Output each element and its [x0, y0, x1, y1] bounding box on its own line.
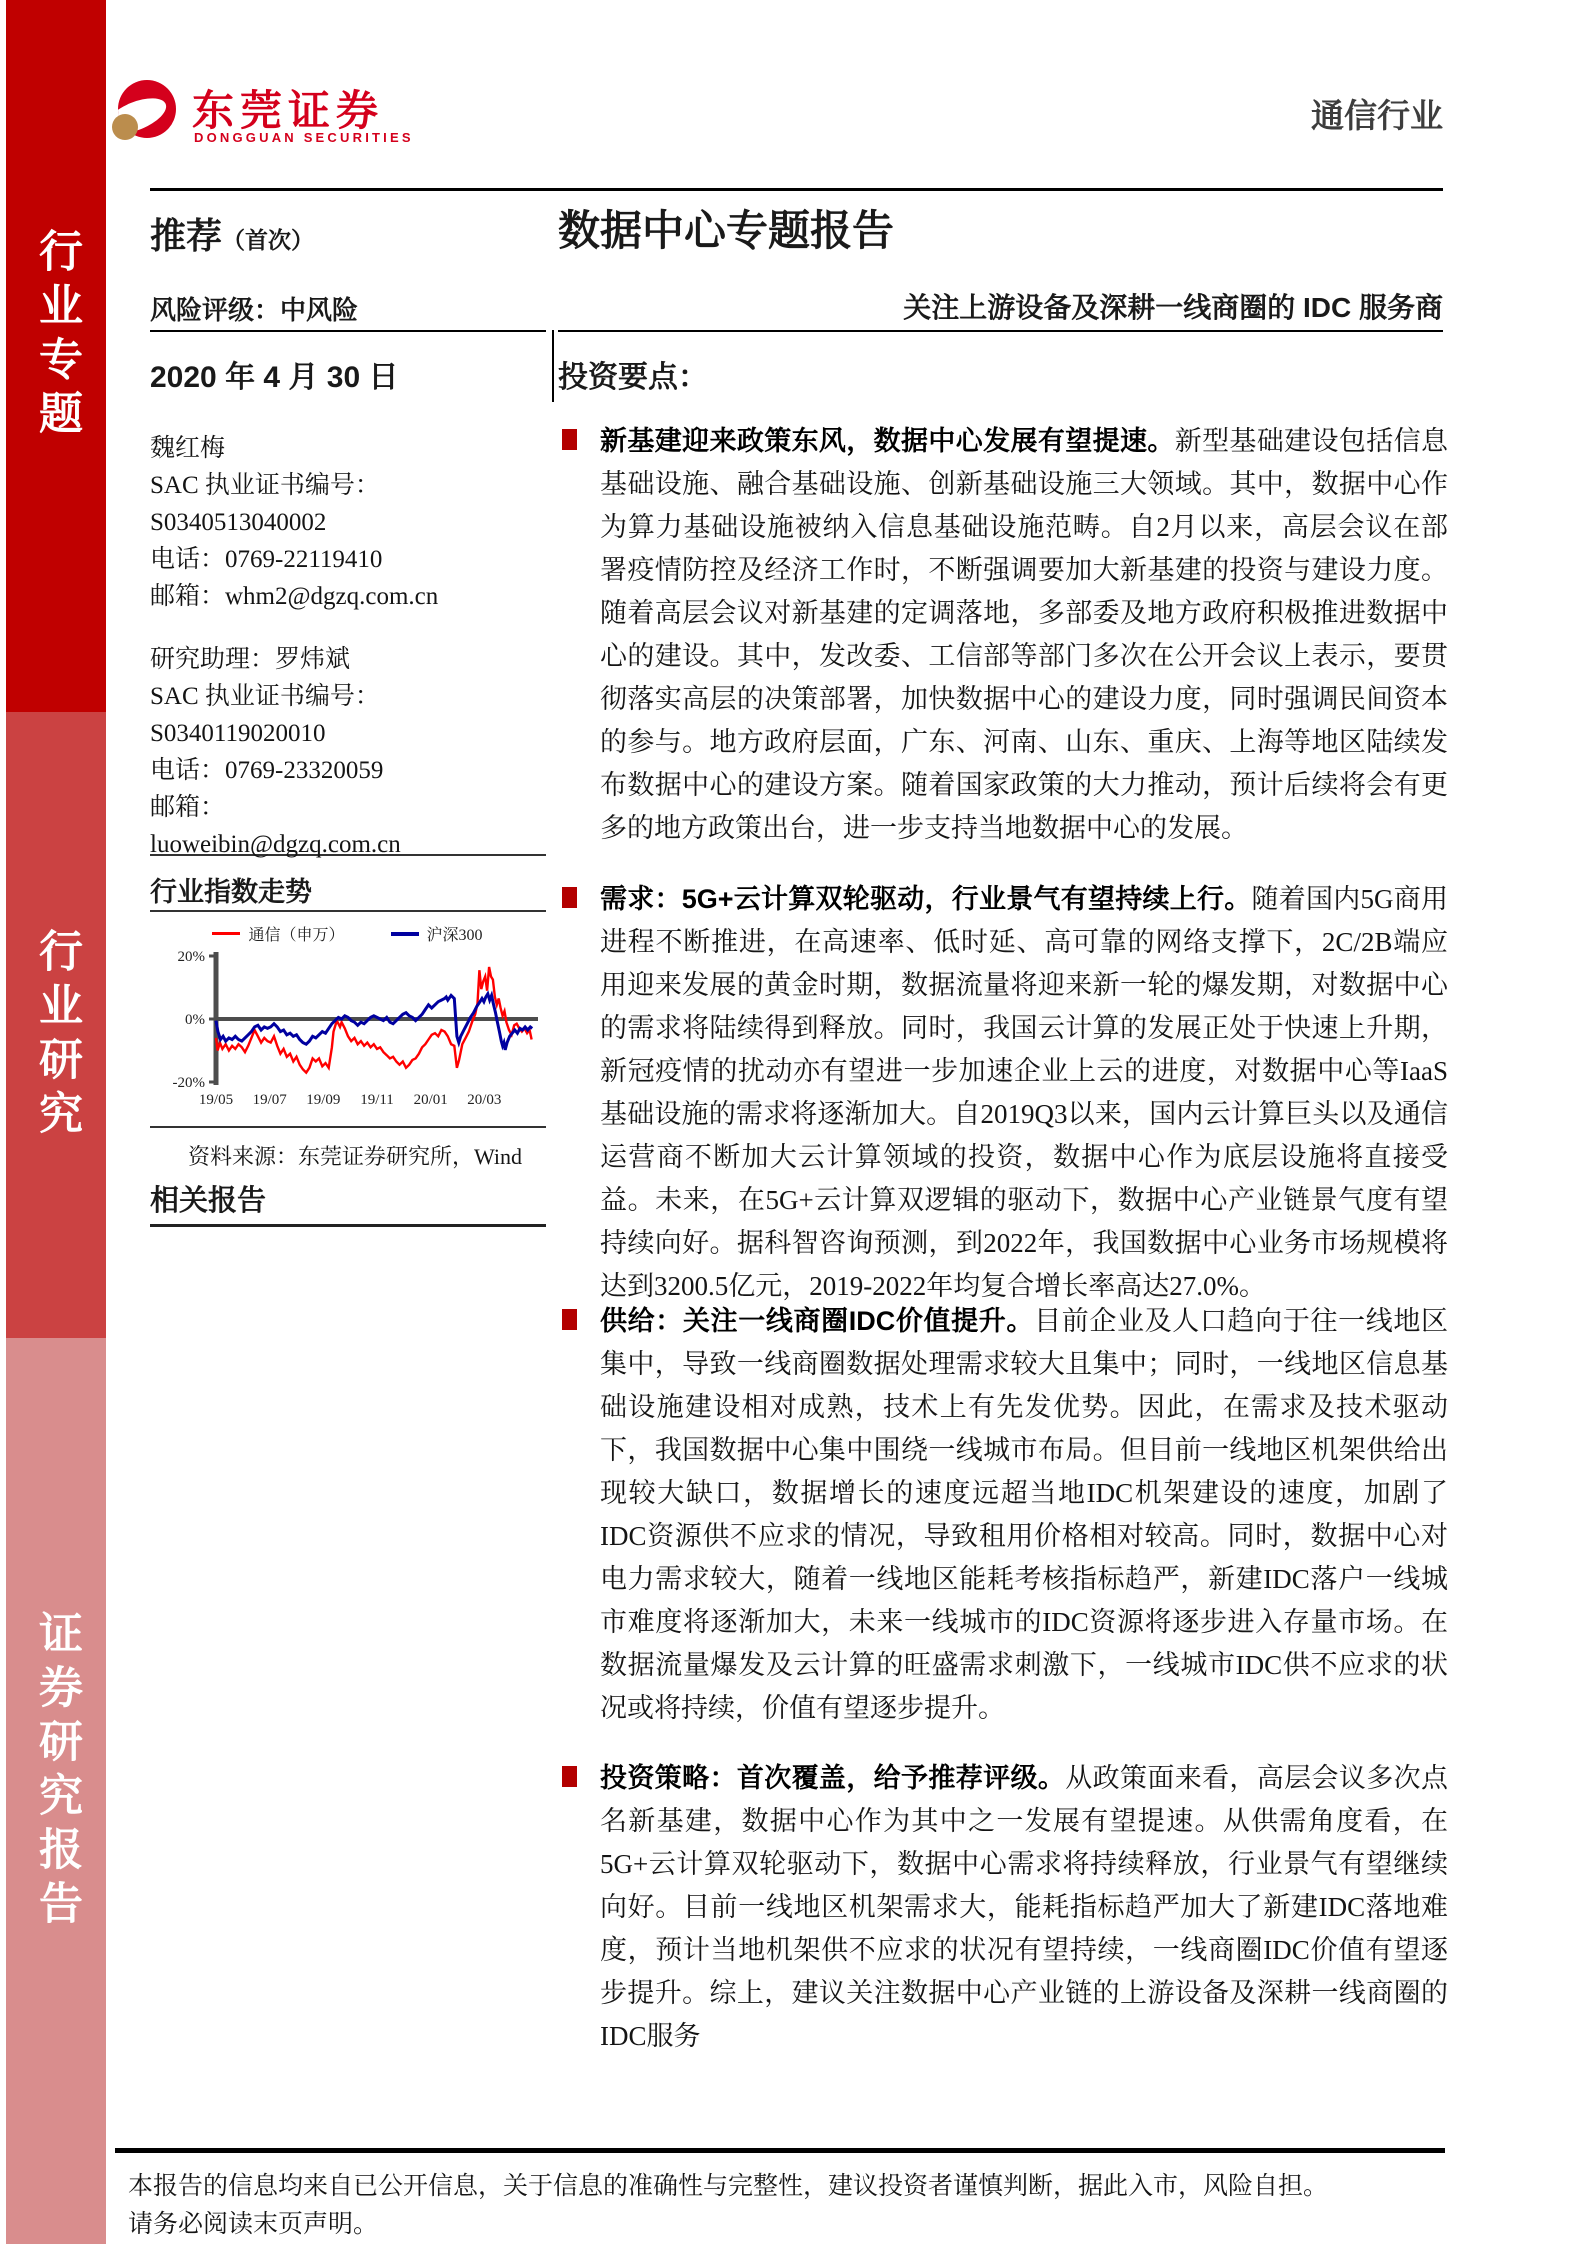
logo-company-name-en: DONGGUAN SECURITIES: [194, 130, 414, 145]
related-reports-heading: 相关报告: [150, 1185, 267, 1217]
chart-source: 资料来源：东莞证券研究所，Wind: [188, 1144, 522, 1169]
left-column-divider: [150, 330, 546, 332]
logo-company-name: 东莞证券: [192, 89, 385, 135]
svg-text:19/05: 19/05: [198, 1092, 234, 1108]
analyst-name: 魏红梅: [150, 435, 226, 462]
bullet-lead: 投资策略：首次覆盖，给予推荐评级。: [600, 1763, 1066, 1793]
assistant-sac-label: SAC 执业证书编号：: [150, 683, 380, 710]
bullet-lead: 新基建迎来政策东风，数据中心发展有望提速。: [600, 426, 1175, 456]
analyst-sac-label: SAC 执业证书编号：: [150, 472, 380, 499]
sidebar-section-securities-report: [6, 1338, 106, 2244]
svg-text:19/07: 19/07: [252, 1092, 287, 1108]
risk-rating: 风险评级：中风险: [150, 295, 359, 325]
analyst-email: 邮箱：whm2@dgzq.com.cn: [150, 583, 439, 610]
sidebar-label-industry-research: 行业研究: [32, 928, 81, 1144]
legend-label-telecom: 通信（申万）: [248, 927, 345, 944]
rating-note: （首次）: [222, 227, 315, 253]
bullet-new-infrastructure: [558, 420, 1448, 850]
bullet-body: 新型基础建设包括信息基础设施、融合基础设施、创新基础设施三大领域。其中，数据中心作为算力基础设施被纳入信息基础设施范畴。自2月以来，高层会议在部署疫情防控及经济工作时，不断强调要加大新基建的投资与建设力度。随着高层会议对新基建的定调落地，多部委及地方政府积极推进数据中心的建设。其中，发改委、工信部等部门多次在公开会议上表示，要贯彻落实高层的决策部署，加快数据中心的建设力度，同时强调民间资本的参与。地方政府层面，广东、河南、山东、重庆、上海等地区陆续发布数据中心的建设方案。随着国家政策的大力推动，预计后续将会有更多的地方政策出台，进一步支持当地数据中心的发展。: [600, 426, 1449, 843]
bullet-body: 从政策面来看，高层会议多次点名新基建，数据中心作为其中之一发展有望提速。从供需角度看，在5G+云计算双轮驱动下，数据中心需求将持续释放，行业景气有望继续向好。目前一线地区机架需求大，能耗指标趋严加大了新建IDC落地难度，预计当地机架供不应求的状况有望持续，一线商圈IDC价值有望逐步提升。综上，建议关注数据中心产业链的上游设备及深耕一线商圈的IDC服务: [600, 1763, 1449, 2051]
bullet-square-icon: [562, 429, 577, 450]
bullet-supply: [558, 1300, 1448, 1730]
bullet-strategy: [558, 1757, 1448, 2058]
chart-legend: [150, 922, 545, 945]
report-subtitle: 关注上游设备及深耕一线商圈的 IDC 服务商: [903, 292, 1443, 323]
analyst-block: [150, 430, 550, 863]
bullet-square-icon: [562, 887, 577, 908]
svg-text:19/09: 19/09: [306, 1092, 341, 1108]
assistant-sac-number: S0340119020010: [150, 720, 326, 747]
rating-value: 推荐: [150, 215, 223, 256]
sidebar-label-industry-special: 行业专题: [32, 228, 81, 444]
legend-label-hs300: 沪深300: [426, 927, 483, 944]
footer-notice: 请务必阅读末页声明。: [128, 2210, 379, 2238]
svg-text:20%: 20%: [177, 949, 205, 965]
bullet-text: [600, 1757, 1448, 2058]
column-separator: [552, 330, 554, 402]
logo-gold-dot-icon: [112, 114, 138, 140]
bullet-lead: 需求：5G+云计算双轮驱动，行业景气有望持续上行。: [600, 884, 1252, 914]
svg-text:0%: 0%: [185, 1012, 205, 1028]
legend-item-hs300: [391, 922, 483, 945]
report-date: 2020 年 4 月 30 日: [150, 361, 399, 394]
assistant-email-label: 邮箱：: [150, 794, 226, 821]
assistant-phone: 电话：0769-23320059: [150, 757, 384, 784]
bullet-square-icon: [562, 1766, 577, 1787]
industry-index-chart: [150, 944, 545, 1119]
chart-top-divider: [150, 910, 546, 912]
chart-series-1: [216, 994, 532, 1050]
bullet-body: 目前企业及人口趋向于往一线地区集中，导致一线商圈数据处理需求较大且集中；同时，一线地区信息基础设施建设相对成熟，技术上有先发优势。因此，在需求及技术驱动下，我国数据中心集中围绕一线城市布局。但目前一线地区机架供给出现较大缺口，数据增长的速度远超当地IDC机架建设的速度，加剧了IDC资源供不应求的情况，导致租用价格相对较高。同时，数据中心对电力需求较大，随着一线地区能耗考核指标趋严，新建IDC落户一线城市难度将逐渐加大，未来一线城市的IDC资源将逐步进入存量市场。在数据流量爆发及云计算的旺盛需求刺激下，一线城市IDC供不应求的状况或将持续，价值有望逐步提升。: [600, 1306, 1449, 1723]
svg-text:20/03: 20/03: [467, 1092, 502, 1108]
analyst-sac-number: S0340513040002: [150, 509, 327, 536]
chart-bottom-divider: [150, 1126, 546, 1128]
analyst-phone: 电话：0769-22119410: [150, 546, 383, 573]
legend-red-line-icon: [212, 932, 240, 935]
svg-text:20/01: 20/01: [413, 1092, 448, 1108]
footer-disclaimer: 本报告的信息均来自已公开信息，关于信息的准确性与完整性，建议投资者谨慎判断，据此入市，风险自担。: [128, 2172, 1329, 2200]
report-title: 数据中心专题报告: [558, 207, 895, 254]
header-divider: [150, 188, 1443, 191]
svg-text:19/11: 19/11: [360, 1092, 394, 1108]
bullet-text: [600, 1300, 1448, 1730]
svg-text:-20%: -20%: [172, 1075, 205, 1091]
assistant-email: luoweibin@dgzq.com.cn: [150, 831, 401, 858]
investment-points-heading: 投资要点：: [558, 361, 708, 394]
sidebar-section-industry-special: [6, 0, 106, 712]
bullet-text: [600, 420, 1448, 850]
chart-heading: 行业指数走势: [150, 877, 312, 907]
bullet-demand: [558, 878, 1448, 1308]
bullet-text: [600, 878, 1448, 1308]
related-reports-divider: [150, 1224, 546, 1227]
sidebar-label-securities-report: 证券研究报告: [32, 1610, 81, 1934]
sidebar-section-industry-research: [6, 712, 106, 1338]
right-column-divider: [558, 330, 1443, 332]
legend-blue-line-icon: [391, 932, 419, 936]
footer-divider: [115, 2148, 1445, 2153]
rating-label: [150, 208, 314, 259]
bullet-lead: 供给：关注一线商圈IDC价值提升。: [600, 1306, 1035, 1336]
industry-tag: 通信行业: [1311, 97, 1443, 134]
legend-item-telecom: [212, 922, 344, 945]
assistant-name: 研究助理：罗炜斌: [150, 646, 351, 673]
bullet-square-icon: [562, 1309, 577, 1330]
bullet-body: 随着国内5G商用进程不断推进，在高速率、低时延、高可靠的网络支撑下，2C/2B端应用迎来发展的黄金时期，数据流量将迎来新一轮的爆发期，对数据中心的需求将陆续得到释放。同时，我国云计算的发展正处于快速上升期，新冠疫情的扰动亦有望进一步加速企业上云的进度，对数据中心等IaaS基础设施的需求将逐渐加大。自2019Q3以来，国内云计算巨头以及通信运营商不断加大云计算领域的投资，数据中心作为底层设施将直接受益。未来，在5G+云计算双逻辑的驱动下，数据中心产业链景气度有望持续向好。据科智咨询预测，到2022年，我国数据中心业务市场规模将达到3200.5亿元，2019-2022年均复合增长率高达27.0%。: [600, 884, 1448, 1301]
